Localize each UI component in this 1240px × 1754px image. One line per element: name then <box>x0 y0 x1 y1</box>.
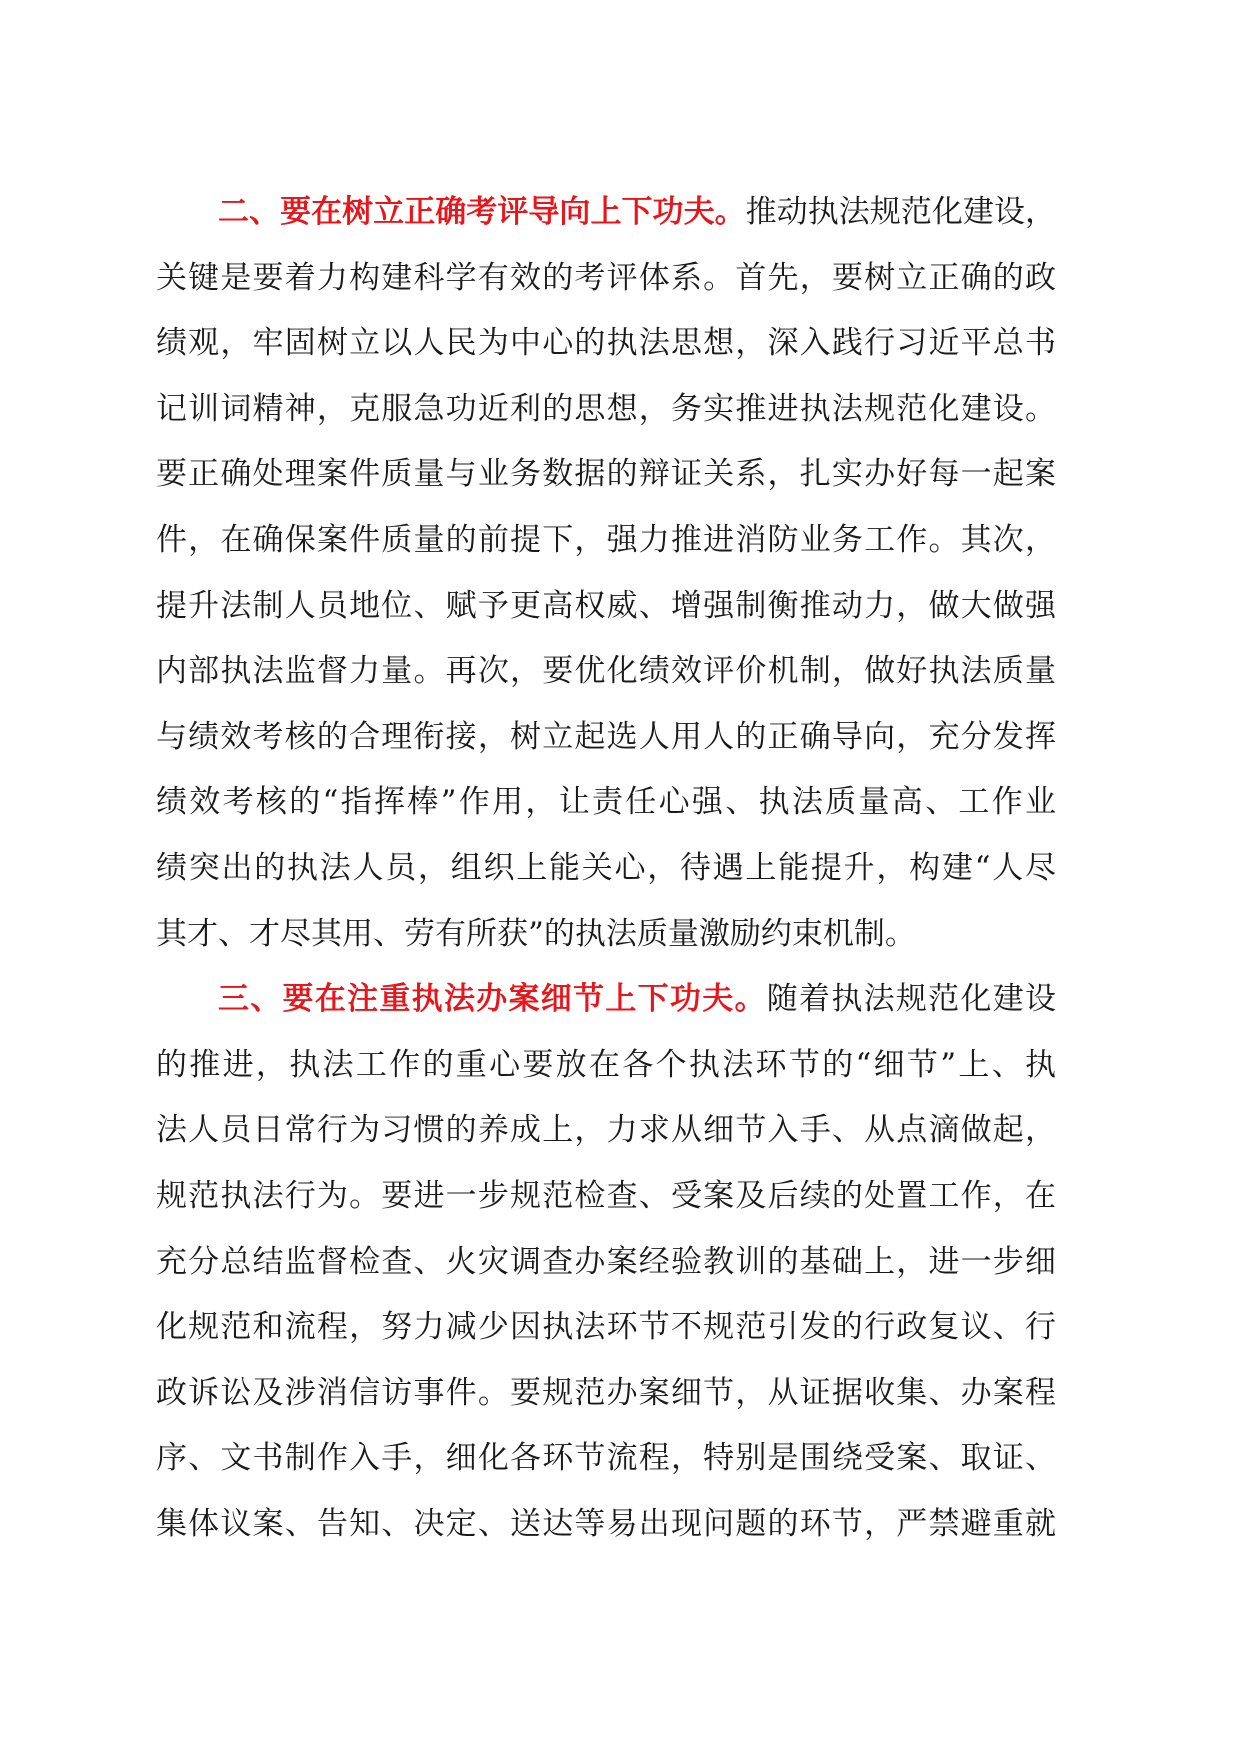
paragraph-line: 政诉讼及涉消信访事件。要规范办案细节，从证据收集、办案程 <box>156 1374 1056 1411</box>
paragraph-line: 记训词精神，克服急功近利的思想，务实推进执法规范化建设。 <box>156 390 1056 427</box>
paragraph-line: 件，在确保案件质量的前提下，强力推进消防业务工作。其次， <box>156 521 1056 558</box>
section-heading: 二、要在树立正确考评导向上下功夫。 <box>218 194 746 230</box>
paragraph-line: 提升法制人员地位、赋予更高权威、增强制衡推动力，做大做强 <box>156 587 1056 624</box>
paragraph-line: 要正确处理案件质量与业务数据的辩证关系，扎实办好每一起案 <box>156 456 1056 493</box>
paragraph-line <box>156 180 1056 246</box>
paragraph-line: 绩效考核的“指挥棒”作用，让责任心强、执法质量高、工作业 <box>156 784 1056 821</box>
paragraph-line: 其才、才尽其用、劳有所获”的执法质量激励约束机制。 <box>156 915 916 952</box>
paragraph-text: 随着执法规范化建设 <box>766 981 1057 1018</box>
paragraph-line <box>156 967 1056 1033</box>
paragraph-line: 内部执法监督力量。再次，要优化绩效评价机制，做好执法质量 <box>156 653 1056 690</box>
paragraph-line: 序、文书制作入手，细化各环节流程，特别是围绕受案、取证、 <box>156 1440 1056 1477</box>
paragraph-line: 的推进，执法工作的重心要放在各个执法环节的“细节”上、执 <box>156 1046 1056 1083</box>
paragraph-line: 绩突出的执法人员，组织上能关心，待遇上能提升，构建“人尽 <box>156 849 1056 886</box>
paragraph-line: 充分总结监督检查、火灾调查办案经验教训的基础上，进一步细 <box>156 1243 1056 1280</box>
paragraph-line: 法人员日常行为习惯的养成上，力求从细节入手、从点滴做起， <box>156 1112 1056 1149</box>
section-heading: 三、要在注重执法办案细节上下功夫。 <box>218 981 767 1018</box>
paragraph-line: 集体议案、告知、决定、送达等易出现问题的环节，严禁避重就 <box>156 1505 1056 1542</box>
paragraph-text: 推动执法规范化建设， <box>745 194 1057 230</box>
paragraph-line: 关键是要着力构建科学有效的考评体系。首先，要树立正确的政 <box>156 259 1056 296</box>
document-body <box>156 180 1056 1557</box>
paragraph-line: 规范执法行为。要进一步规范检查、受案及后续的处置工作，在 <box>156 1177 1056 1214</box>
paragraph-line: 与绩效考核的合理衔接，树立起选人用人的正确导向，充分发挥 <box>156 718 1056 755</box>
paragraph-line: 化规范和流程，努力减少因执法环节不规范引发的行政复议、行 <box>156 1309 1056 1346</box>
paragraph-line: 绩观，牢固树立以人民为中心的执法思想，深入践行习近平总书 <box>156 325 1056 362</box>
